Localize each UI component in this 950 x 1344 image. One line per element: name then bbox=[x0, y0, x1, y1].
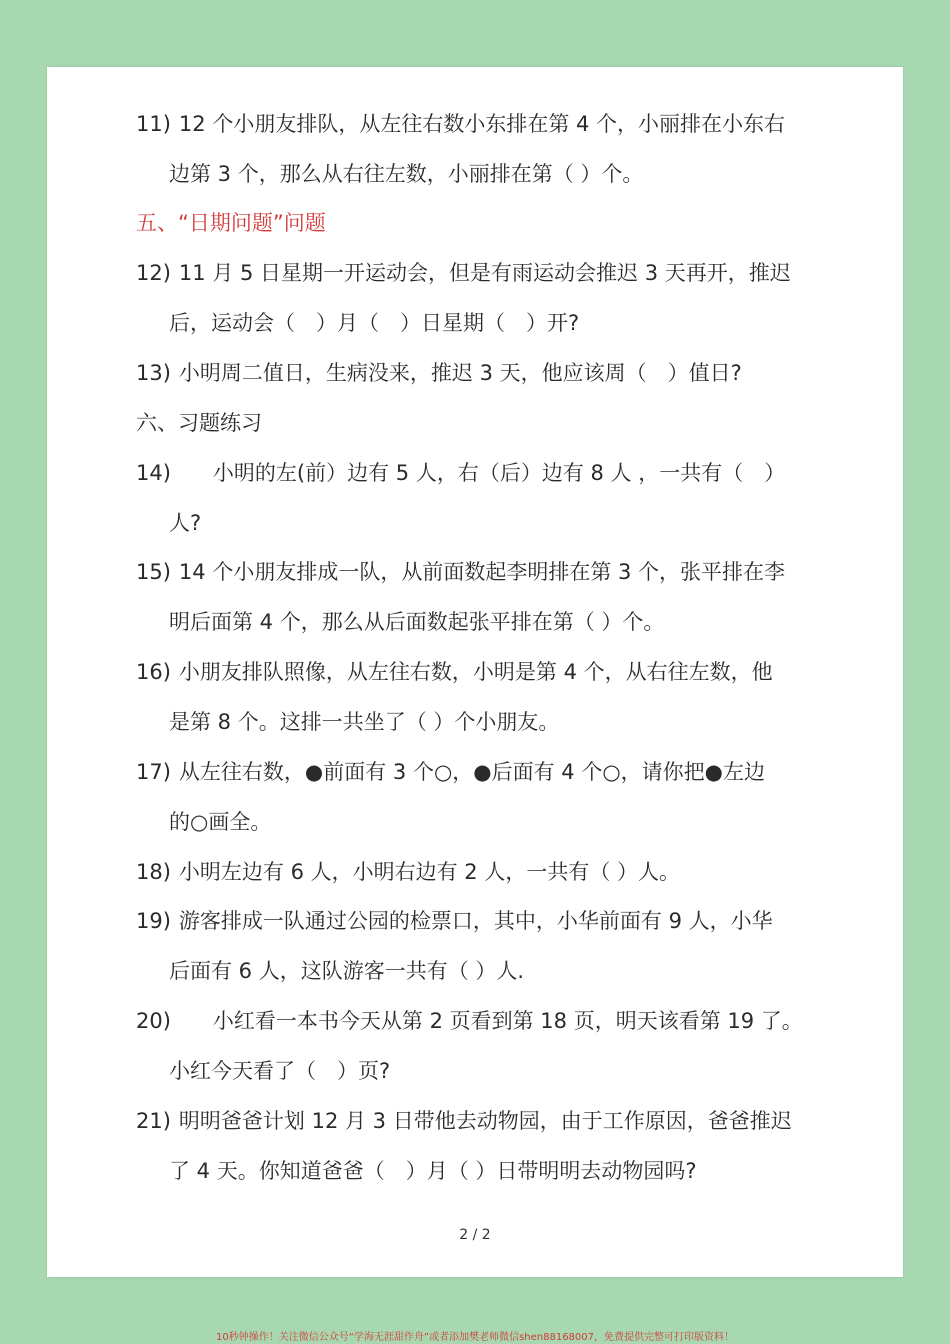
question-number: 11) bbox=[136, 112, 171, 136]
question-text: 从左往右数，●前面有 3 个○，●后面有 4 个○，请你把●左边 bbox=[178, 760, 765, 784]
question-number: 13) bbox=[136, 361, 171, 385]
question-text: 小明周二值日，生病没来，推迟 3 天，他应该周（ ）值日? bbox=[178, 361, 742, 385]
question-18-line-1 bbox=[136, 857, 680, 887]
question-21-line-2: 了 4 天。你知道爸爸（ ）月（ ）日带明明去动物园吗? bbox=[169, 1159, 697, 1183]
question-21-line-1 bbox=[136, 1106, 792, 1136]
question-20-line-2: 小红今天看了（ ）页? bbox=[169, 1059, 391, 1083]
question-15-line-2: 明后面第 4 个，那么从后面数起张平排在第（ ）个。 bbox=[169, 610, 665, 634]
question-number: 12) bbox=[136, 261, 171, 285]
question-12-line-2: 后，运动会（ ）月（ ）日星期（ ）开? bbox=[169, 311, 580, 335]
question-11-line-2: 边第 3 个，那么从右往左数，小丽排在第（ ）个。 bbox=[169, 162, 644, 186]
question-number: 15) bbox=[136, 560, 171, 584]
question-text: 明明爸爸计划 12 月 3 日带他去动物园，由于工作原因，爸爸推迟 bbox=[178, 1109, 792, 1133]
question-number: 21) bbox=[136, 1109, 171, 1133]
question-14-line-1 bbox=[136, 458, 785, 488]
question-text: 小朋友排队照像，从左往右数，小明是第 4 个，从右往左数，他 bbox=[178, 660, 773, 684]
question-number: 19) bbox=[136, 909, 171, 933]
question-number: 16) bbox=[136, 660, 171, 684]
question-text: 游客排成一队通过公园的检票口，其中，小华前面有 9 人，小华 bbox=[178, 909, 773, 933]
question-17-line-2: 的○画全。 bbox=[169, 810, 272, 834]
question-number: 17) bbox=[136, 760, 171, 784]
question-15-line-1 bbox=[136, 557, 785, 587]
question-17-line-1 bbox=[136, 757, 765, 787]
question-14-line-2: 人? bbox=[169, 511, 202, 535]
question-20-line-1 bbox=[136, 1006, 803, 1036]
question-text: 小明左边有 6 人，小明右边有 2 人，一共有（ ）人。 bbox=[178, 860, 681, 884]
question-number: 20) bbox=[136, 1009, 171, 1033]
section-heading-six: 六、习题练习 bbox=[136, 411, 262, 435]
question-text: 12 个小朋友排队，从左往右数小东排在第 4 个，小丽排在小东右 bbox=[178, 112, 786, 136]
question-13-line-1 bbox=[136, 358, 742, 388]
footer-promo-text: 10秒钟操作！关注微信公众号“学海无涯甜作舟”或者添加樊老师微信shen88168007，免费提供完整可打印版资料！ bbox=[215, 1332, 735, 1343]
page-number: 2 / 2 bbox=[459, 1227, 491, 1243]
question-text: 11 月 5 日星期一开运动会，但是有雨运动会推迟 3 天再开，推迟 bbox=[178, 261, 791, 285]
section-heading-five: 五、“日期问题”问题 bbox=[136, 211, 326, 235]
question-12-line-1 bbox=[136, 258, 791, 288]
question-number: 14) bbox=[136, 461, 171, 485]
document-page bbox=[47, 67, 903, 1277]
question-text: 小红看一本书今天从第 2 页看到第 18 页，明天该看第 19 了。 bbox=[212, 1009, 803, 1033]
question-text: 14 个小朋友排成一队，从前面数起李明排在第 3 个，张平排在李 bbox=[178, 560, 786, 584]
question-text: 小明的左(前）边有 5 人，右（后）边有 8 人 ，一共有（ ） bbox=[212, 461, 786, 485]
question-19-line-2: 后面有 6 人，这队游客一共有（ ）人. bbox=[169, 959, 525, 983]
question-16-line-1 bbox=[136, 657, 773, 687]
question-16-line-2: 是第 8 个。这排一共坐了（ ）个小朋友。 bbox=[169, 710, 560, 734]
question-11-line-1 bbox=[136, 109, 785, 139]
question-number: 18) bbox=[136, 860, 171, 884]
question-19-line-1 bbox=[136, 906, 773, 936]
